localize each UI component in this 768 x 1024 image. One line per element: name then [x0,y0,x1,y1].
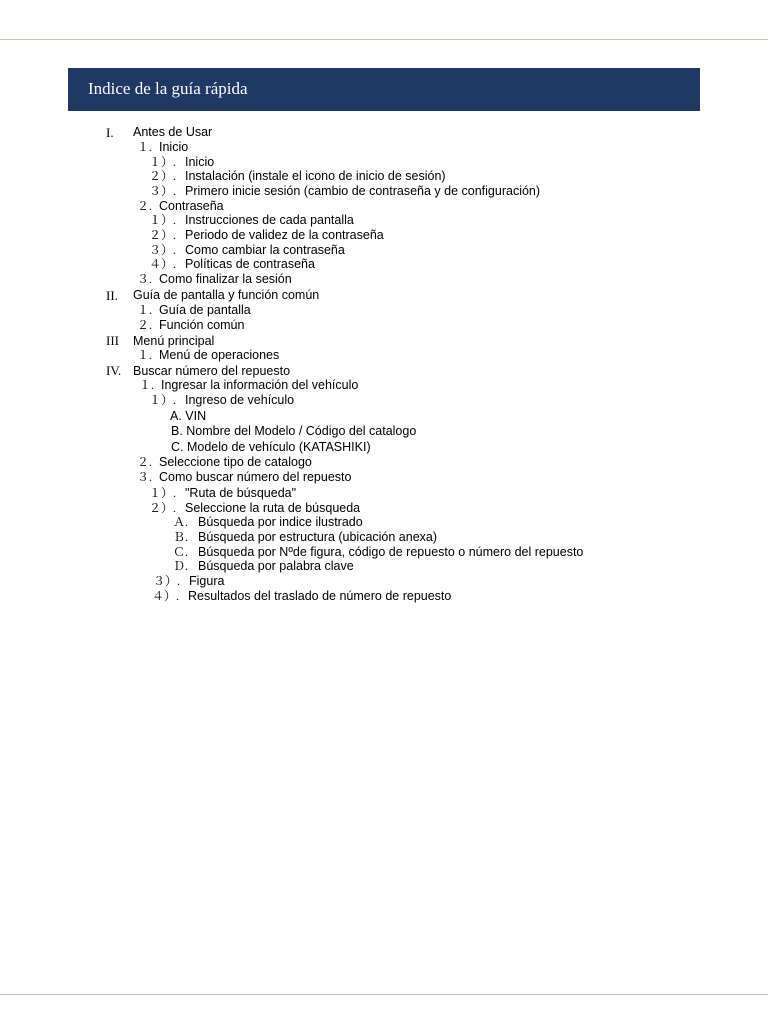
toc-entry-level4[interactable]: Búsqueda por indice ilustrado [198,515,363,529]
toc-number: II. [106,288,118,303]
toc-number: Ｄ. [173,559,189,573]
toc-number: ４）. [152,589,180,603]
toc-entry-level2[interactable]: Seleccione tipo de catalogo [159,455,312,469]
toc-number: Ａ. [173,515,189,529]
toc-number: ２. [137,199,153,213]
toc-entry-level4[interactable]: B. Nombre del Modelo / Código del catalogo [171,424,417,438]
toc-number: １）. [149,486,177,500]
toc-number: １）. [149,155,177,169]
toc-entry-level2[interactable]: Inicio [159,140,189,154]
toc-entry-level3[interactable]: Como cambiar la contraseña [185,243,345,257]
toc-number: １. [137,140,153,154]
toc-number: ３）. [153,574,181,588]
toc-number: ２）. [149,501,177,515]
toc-entry-level2[interactable]: Menú de operaciones [159,348,280,362]
page-title: Indice de la guía rápida [88,79,248,98]
bottom-divider [0,994,768,995]
toc-entry-level3[interactable]: Primero inicie sesión (cambio de contraseña y de configuración) [185,184,541,198]
toc-entry-level1[interactable]: Menú principal [133,334,215,348]
toc-number: １. [139,378,155,392]
toc-number: １）. [149,393,177,407]
toc-entry-level1[interactable]: Guía de pantalla y función común [133,288,320,302]
toc-entry-level4[interactable]: C. Modelo de vehículo (KATASHIKI) [171,440,371,454]
toc-entry-level4[interactable]: A. VIN [170,409,207,423]
toc-number: Ｂ. [173,530,189,544]
toc-entry-level2[interactable]: Como finalizar la sesión [159,272,292,286]
toc-entry-level3[interactable]: Periodo de validez de la contraseña [185,228,384,242]
toc-entry-level3[interactable]: Resultados del traslado de número de repuesto [188,589,452,603]
toc-entry-level4[interactable]: Búsqueda por Nºde figura, código de repuesto o número del repuesto [198,545,584,559]
toc-number: ２）. [149,228,177,242]
toc-entry-level1[interactable]: Buscar número del repuesto [133,364,291,378]
toc-number: １. [137,348,153,362]
toc-number: Ｃ. [173,545,189,559]
toc-number: １）. [149,213,177,227]
toc-number: １. [137,303,153,317]
toc-number: ４）. [149,257,177,271]
toc-entry-level4[interactable]: Búsqueda por palabra clave [198,559,354,573]
toc-number: ３）. [149,243,177,257]
toc-number: ２. [137,455,153,469]
toc-entry-level2[interactable]: Ingresar la información del vehículo [161,378,359,392]
toc-entry-level3[interactable]: Instrucciones de cada pantalla [185,213,354,227]
toc-number: ３）. [149,184,177,198]
toc-entry-level4[interactable]: Búsqueda por estructura (ubicación anexa) [198,530,438,544]
toc-entry-level3[interactable]: Seleccione la ruta de búsqueda [185,501,361,515]
toc-number: IV. [106,363,122,378]
toc-number: III [106,333,119,348]
toc-number: ２. [137,318,153,332]
toc-number: ３. [137,470,153,484]
toc-entry-level3[interactable]: Figura [189,574,225,588]
toc-entry-level3[interactable]: Instalación (instale el icono de inicio de sesión) [185,169,446,183]
toc-entry-level3[interactable]: Ingreso de vehículo [185,393,295,407]
toc-entry-level3[interactable]: Inicio [185,155,215,169]
toc-number: ３. [137,272,153,286]
toc-entry-level2[interactable]: Como buscar número del repuesto [159,470,352,484]
toc-number: I. [106,125,114,140]
toc-entry-level2[interactable]: Función común [159,318,245,332]
toc-entry-level3[interactable]: "Ruta de búsqueda" [185,486,297,500]
toc-number: ２）. [149,169,177,183]
toc-entry-level3[interactable]: Políticas de contraseña [185,257,315,271]
toc-entry-level2[interactable]: Guía de pantalla [159,303,251,317]
toc-entry-level1[interactable]: Antes de Usar [133,125,213,139]
toc-entry-level2[interactable]: Contraseña [159,199,224,213]
